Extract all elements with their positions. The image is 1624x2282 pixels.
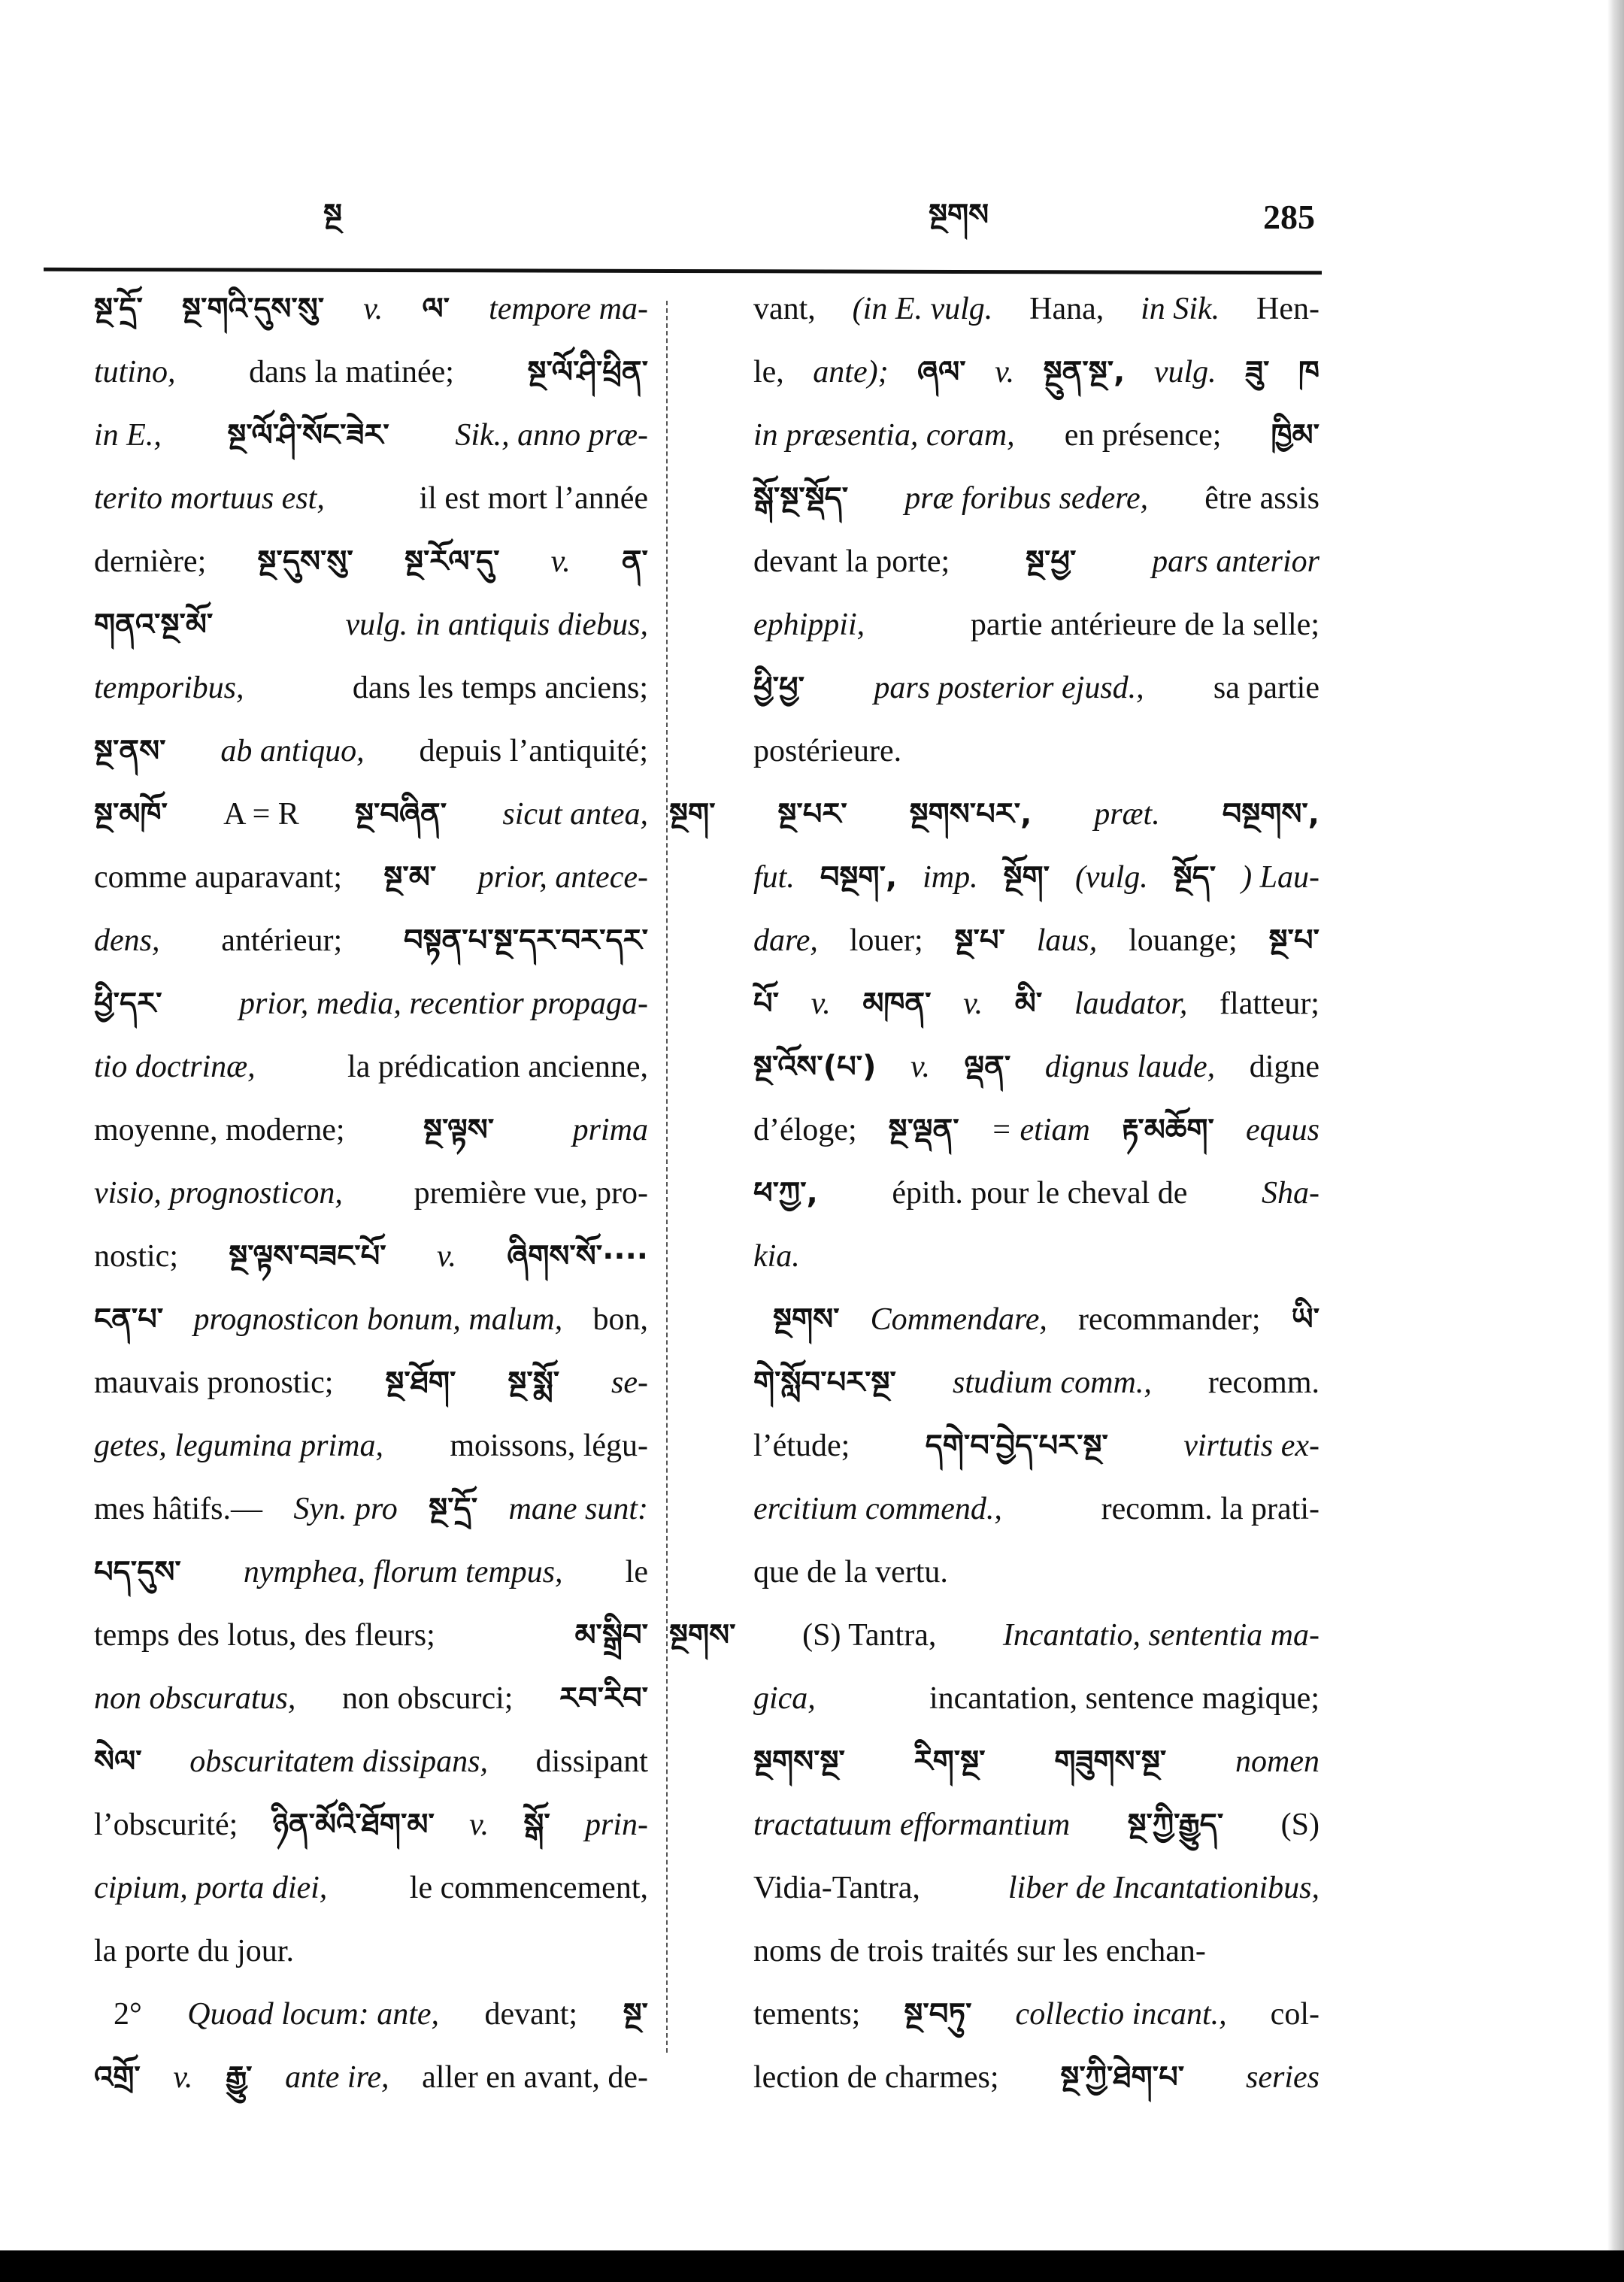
french-text: dissipant xyxy=(535,1744,648,1779)
tibetan-word: ཕྱི་དར་ xyxy=(94,986,162,1021)
text-line xyxy=(753,277,1320,341)
text-line xyxy=(94,2046,648,2109)
tibetan-word: མ་སྒྲིབ་ xyxy=(574,1618,648,1653)
text-line xyxy=(753,1983,1320,2046)
latin-italic-text: Syn. pro xyxy=(293,1492,398,1526)
latin-italic-text: tio doctrinæ, xyxy=(94,1050,256,1084)
right-guide-word: སྔགས xyxy=(929,198,989,232)
french-text: en présence; xyxy=(1064,418,1222,453)
tibetan-word: སྔ་གའི་དུས་སུ་ xyxy=(182,292,325,326)
tibetan-word: སྔ་པ་ xyxy=(1268,923,1320,958)
tibetan-word: བསྔགས་, xyxy=(1222,797,1320,832)
french-text: dans les temps anciens; xyxy=(352,671,648,705)
text-line xyxy=(753,1793,1320,1856)
french-text: devant; xyxy=(484,1997,578,2032)
french-text: le, xyxy=(753,355,784,389)
text-line xyxy=(114,1983,648,2046)
tibetan-word: སྔག་ xyxy=(669,797,716,832)
latin-italic-text: ab antiquo, xyxy=(220,734,365,768)
french-text: vant, xyxy=(753,292,816,326)
latin-italic-text: terito mortuus est, xyxy=(94,481,325,516)
latin-italic-text: v. xyxy=(550,544,571,579)
text-line xyxy=(753,341,1320,404)
tibetan-word: ཉིན་མོའི་ཐོག་མ་ xyxy=(272,1808,435,1842)
left-guide-word: སྔ xyxy=(323,198,342,232)
tibetan-word: ཕ་ཀྱ་, xyxy=(753,1176,818,1211)
tibetan-word: ཡི་ xyxy=(1291,1302,1320,1337)
latin-italic-text: nomen xyxy=(1235,1744,1320,1779)
latin-italic-text: præt. xyxy=(1094,797,1160,832)
text-line xyxy=(753,720,1320,783)
text-line xyxy=(94,972,648,1035)
french-text: le xyxy=(625,1555,648,1590)
french-text: noms de trois traités sur les enchan- xyxy=(753,1934,1206,1968)
french-text: la prédication ancienne, xyxy=(347,1050,648,1084)
french-text: mauvais pronostic; xyxy=(94,1365,334,1400)
tibetan-word: སྔགས་ xyxy=(669,1618,736,1653)
tibetan-word: སྔ་ནས་ xyxy=(94,734,166,768)
tibetan-word: བསྔག་, xyxy=(820,860,898,895)
text-line xyxy=(753,593,1320,656)
text-line xyxy=(94,1730,648,1793)
tibetan-word: སྔ་ལྡན་ xyxy=(888,1113,959,1147)
latin-italic-text: series xyxy=(1245,2060,1320,2095)
french-text: antérieur; xyxy=(221,923,343,958)
page-number: 285 xyxy=(1263,198,1315,236)
latin-italic-text: cipium, porta diei, xyxy=(94,1871,328,1905)
latin-italic-text: gica, xyxy=(753,1681,816,1716)
tibetan-word: སྔ་ལོ་ཤི་སོང་ཟེར་ xyxy=(227,418,389,453)
french-text: partie antérieure de la selle; xyxy=(970,608,1320,642)
french-text: louange; xyxy=(1129,923,1238,958)
french-text: épith. pour le cheval de xyxy=(892,1176,1188,1211)
text-line xyxy=(94,1856,648,1920)
french-text: recommander; xyxy=(1077,1302,1261,1337)
tibetan-word: སྒོ་ xyxy=(523,1808,550,1842)
latin-italic-text: dignus laude, xyxy=(1044,1050,1216,1084)
tibetan-word: སྔ་དྲོ་ xyxy=(429,1492,478,1526)
tibetan-word: ཁྱིམ་ xyxy=(1271,418,1320,453)
latin-italic-text: Sik., anno præ- xyxy=(455,418,648,453)
latin-italic-text: v. xyxy=(995,355,1015,389)
text-line xyxy=(753,656,1320,720)
french-text: bon, xyxy=(592,1302,648,1337)
tibetan-word: སྔ་དྲོ་ xyxy=(94,292,143,326)
french-text: depuis l’antiquité; xyxy=(419,734,648,768)
french-text: que de la vertu. xyxy=(753,1555,948,1590)
tibetan-word: མཁན་ xyxy=(862,986,932,1021)
text-line xyxy=(94,720,648,783)
tibetan-word: སྔ་ལྟས་ xyxy=(423,1113,495,1147)
french-text: 2° xyxy=(114,1997,142,2032)
text-line xyxy=(753,1225,1320,1288)
tibetan-word: སྔ་སྨོ་ xyxy=(508,1365,560,1400)
latin-italic-text: ) Lau- xyxy=(1241,860,1320,895)
french-text: Vidia-Tantra, xyxy=(753,1871,920,1905)
text-line xyxy=(753,530,1320,593)
french-text: il est mort l’année xyxy=(419,481,648,516)
text-line xyxy=(753,1035,1320,1099)
french-text: première vue, pro- xyxy=(414,1176,648,1211)
text-line xyxy=(753,1162,1320,1225)
french-text: flatteur; xyxy=(1220,986,1320,1021)
french-text: Hana, xyxy=(1029,292,1104,326)
latin-italic-text: vulg. xyxy=(1153,355,1216,389)
latin-italic-text: prognosticon bonum, malum, xyxy=(193,1302,563,1337)
text-line xyxy=(94,404,648,467)
tibetan-word: སྔ་རོལ་དུ་ xyxy=(404,544,500,579)
latin-italic-text: fut. xyxy=(753,860,795,895)
latin-italic-text: v. xyxy=(963,986,983,1021)
latin-italic-text: tempore ma- xyxy=(489,292,648,326)
french-text: moissons, légu- xyxy=(450,1429,648,1463)
french-text: mes hâtifs.— xyxy=(94,1492,262,1526)
latin-italic-text: non obscuratus, xyxy=(94,1681,296,1716)
text-line xyxy=(94,783,648,846)
column-divider xyxy=(666,301,668,2053)
tibetan-word: སྔ་པར་ xyxy=(777,797,847,832)
french-text: tements; xyxy=(753,1997,861,2032)
latin-italic-text: ante); xyxy=(813,355,889,389)
tibetan-word: གནའ་སྔ་མོ་ xyxy=(94,608,214,642)
latin-italic-text: (in E. vulg. xyxy=(852,292,993,326)
text-line xyxy=(94,1541,648,1604)
text-line xyxy=(773,1288,1320,1351)
text-line xyxy=(94,593,648,656)
latin-italic-text: dens, xyxy=(94,923,160,958)
french-text: dans la matinée; xyxy=(249,355,454,389)
tibetan-word: ཁ xyxy=(1298,355,1320,389)
tibetan-word: སྔ་བཞིན་ xyxy=(355,797,447,832)
latin-italic-text: laudator, xyxy=(1074,986,1188,1021)
text-line xyxy=(94,1035,648,1099)
scan-bottom-border xyxy=(0,2250,1624,2282)
french-text: (S) xyxy=(1280,1808,1320,1842)
text-line xyxy=(94,1414,648,1477)
tibetan-word: སྔ་ལོ་ཤི་ཕྲིན་ xyxy=(527,355,648,389)
french-text: (S) Tantra, xyxy=(802,1618,937,1653)
latin-italic-text: obscuritatem dissipans, xyxy=(189,1744,488,1779)
french-text: devant la porte; xyxy=(753,544,950,579)
latin-italic-text: kia. xyxy=(753,1239,800,1274)
french-text: moyenne, moderne; xyxy=(94,1113,345,1147)
french-text: A = R xyxy=(223,797,299,832)
tibetan-word: སྔ་ཐོག་ xyxy=(385,1365,456,1400)
tibetan-word: སྔོག་ xyxy=(1003,860,1050,895)
french-text: nostic; xyxy=(94,1239,178,1274)
tibetan-word: མི་ xyxy=(1014,986,1043,1021)
text-line xyxy=(753,972,1320,1035)
latin-italic-text: prima xyxy=(572,1113,648,1147)
tibetan-word: སྔ་མ་ xyxy=(383,860,437,895)
text-line xyxy=(94,1162,648,1225)
text-line xyxy=(753,1541,1320,1604)
french-text: non obscurci; xyxy=(341,1681,514,1716)
french-text: l’obscurité; xyxy=(94,1808,238,1842)
text-line xyxy=(753,2046,1320,2109)
latin-italic-text: Sha- xyxy=(1262,1176,1320,1211)
scan-page-edge xyxy=(1607,0,1624,2250)
tibetan-word: སྔུན་སྔ་, xyxy=(1043,355,1126,389)
tibetan-word: ཕྱི་ཕྱ་ xyxy=(753,671,805,705)
tibetan-word: ལྡན་ xyxy=(964,1050,1011,1084)
tibetan-word: སྔ་མཁོ་ xyxy=(94,797,168,832)
latin-italic-text: liber de Incantationibus, xyxy=(1007,1871,1320,1905)
text-line xyxy=(753,1351,1320,1414)
tibetan-word: གཟུགས་སྔ་ xyxy=(1054,1744,1167,1779)
tibetan-word: སྔ་ xyxy=(623,1997,648,2032)
tibetan-word: རྒྱུ་ xyxy=(226,2060,253,2095)
latin-italic-text: pars posterior ejusd., xyxy=(874,671,1144,705)
french-text: sa partie xyxy=(1213,671,1320,705)
latin-italic-text: (vulg. xyxy=(1074,860,1148,895)
french-text: temps des lotus, des fleurs; xyxy=(94,1618,435,1653)
tibetan-word: སྔགས་པར་, xyxy=(909,797,1032,832)
latin-italic-text: ephippii, xyxy=(753,608,865,642)
tibetan-word: གེ་སློབ་པར་སྔ་ xyxy=(753,1365,896,1400)
tibetan-word: ངན་པ་ xyxy=(94,1302,164,1337)
latin-italic-text: vulg. in antiquis diebus, xyxy=(345,608,648,642)
tibetan-word: ཟུ་ xyxy=(1245,355,1270,389)
tibetan-word: སྔགས་ xyxy=(773,1302,840,1337)
french-text: louer; xyxy=(849,923,923,958)
french-text: recomm. la prati- xyxy=(1101,1492,1320,1526)
text-line xyxy=(94,1793,648,1856)
french-text: être assis xyxy=(1204,481,1320,516)
latin-italic-text: studium comm., xyxy=(953,1365,1152,1400)
text-line xyxy=(94,277,648,341)
latin-italic-text: imp. xyxy=(923,860,978,895)
text-line xyxy=(753,1730,1320,1793)
french-text: Hen- xyxy=(1256,292,1320,326)
latin-italic-text: dare, xyxy=(753,923,818,958)
text-line xyxy=(753,909,1320,972)
tibetan-word: ན་ xyxy=(621,544,648,579)
tibetan-word: སྔ་འོས་(པ་) xyxy=(753,1050,877,1084)
tibetan-word: སྔ་ཀྱི་རྒྱུད་ xyxy=(1127,1808,1224,1842)
text-line xyxy=(94,1477,648,1541)
tibetan-word: སྔ་ཀྱི་ཐེག་པ་ xyxy=(1060,2060,1185,2095)
text-line xyxy=(94,1667,648,1730)
french-text: aller en avant, de- xyxy=(422,2060,648,2095)
text-line xyxy=(753,846,1320,909)
tibetan-word: དགེ་བ་བྱེད་པར་སྔ་ xyxy=(925,1429,1108,1463)
tibetan-word: འགྲོ་ xyxy=(94,2060,141,2095)
french-text: dernière; xyxy=(94,544,207,579)
tibetan-word: རིག་སྔ་ xyxy=(914,1744,986,1779)
tibetan-word: ཞལ་ xyxy=(917,355,966,389)
latin-italic-text: ante ire, xyxy=(285,2060,389,2095)
latin-italic-text: virtutis ex- xyxy=(1183,1429,1320,1463)
header-rule xyxy=(44,268,1322,274)
french-text: col- xyxy=(1270,1997,1320,2032)
text-line xyxy=(94,1225,648,1288)
latin-italic-text: in E., xyxy=(94,418,162,453)
text-line xyxy=(753,404,1320,467)
text-line xyxy=(94,656,648,720)
text-line xyxy=(753,1856,1320,1920)
latin-italic-text: ercitium commend., xyxy=(753,1492,1002,1526)
text-line xyxy=(94,1604,648,1667)
french-text: digne xyxy=(1249,1050,1320,1084)
text-line xyxy=(753,1477,1320,1541)
latin-italic-text: prior, antece- xyxy=(477,860,648,895)
latin-italic-text: pars anterior xyxy=(1152,544,1320,579)
text-line xyxy=(669,783,1320,846)
french-text: incantation, sentence magique; xyxy=(929,1681,1320,1716)
french-text: l’étude; xyxy=(753,1429,850,1463)
latin-italic-text: laus, xyxy=(1036,923,1098,958)
tibetan-word: རབ་རིབ་ xyxy=(559,1681,648,1716)
french-text: comme auparavant; xyxy=(94,860,343,895)
french-text: recomm. xyxy=(1207,1365,1320,1400)
text-line xyxy=(94,1288,648,1351)
tibetan-word: སྔ་ལྟས་བཟང་པོ་ xyxy=(229,1239,386,1274)
left-column xyxy=(94,277,648,2109)
tibetan-word: སྔགས་སྔ་ xyxy=(753,1744,845,1779)
latin-italic-text: getes, legumina prima, xyxy=(94,1429,383,1463)
latin-italic-text: = etiam xyxy=(990,1113,1090,1147)
text-line xyxy=(94,1920,648,1983)
latin-italic-text: visio, prognosticon, xyxy=(94,1176,343,1211)
latin-italic-text: in Sik. xyxy=(1141,292,1220,326)
latin-italic-text: v. xyxy=(910,1050,930,1084)
tibetan-word: སྔ་བཏུ་ xyxy=(904,1997,972,2032)
latin-italic-text: tractatuum efformantium xyxy=(753,1808,1071,1842)
text-line xyxy=(94,530,648,593)
tibetan-word: ཞིགས་སོ་···· xyxy=(507,1239,648,1274)
latin-italic-text: Quoad locum: ante, xyxy=(187,1997,440,2032)
tibetan-word: སྔོད་ xyxy=(1173,860,1216,895)
french-text: la porte du jour. xyxy=(94,1934,294,1968)
latin-italic-text: v. xyxy=(173,2060,193,2095)
french-text: postérieure. xyxy=(753,734,902,768)
tibetan-word: བསྟན་པ་སྔ་དར་བར་དར་ xyxy=(403,923,648,958)
text-line xyxy=(753,1920,1320,1983)
tibetan-word: སེལ་ xyxy=(94,1744,142,1779)
latin-italic-text: v. xyxy=(469,1808,489,1842)
text-line xyxy=(753,1667,1320,1730)
tibetan-word: ལ་ xyxy=(422,292,450,326)
latin-italic-text: prior, media, recentior propaga- xyxy=(238,986,648,1021)
text-line xyxy=(669,1604,1320,1667)
latin-italic-text: se- xyxy=(611,1365,648,1400)
french-text: le commencement, xyxy=(409,1871,648,1905)
latin-italic-text: collectio incant., xyxy=(1015,1997,1227,2032)
text-line xyxy=(753,1414,1320,1477)
tibetan-word: སྒོ་སྔ་སྡོད་ xyxy=(753,481,849,516)
text-line xyxy=(753,467,1320,530)
tibetan-word: རྟ་མཆོག་ xyxy=(1121,1113,1214,1147)
latin-italic-text: tutino, xyxy=(94,355,176,389)
tibetan-word: སྔ་པ་ xyxy=(954,923,1005,958)
tibetan-word: པད་དུས་ xyxy=(94,1555,181,1590)
french-text: d’éloge; xyxy=(753,1113,857,1147)
text-line xyxy=(94,1099,648,1162)
french-text: lection de charmes; xyxy=(753,2060,999,2095)
text-line xyxy=(94,846,648,909)
tibetan-word: སྔ་ཕྱ་ xyxy=(1025,544,1077,579)
text-line xyxy=(94,1351,648,1414)
text-line xyxy=(94,909,648,972)
latin-italic-text: mane sunt: xyxy=(508,1492,648,1526)
text-line xyxy=(94,467,648,530)
text-line xyxy=(94,341,648,404)
latin-italic-text: v. xyxy=(436,1239,456,1274)
latin-italic-text: equus xyxy=(1245,1113,1320,1147)
latin-italic-text: Commendare, xyxy=(870,1302,1047,1337)
latin-italic-text: sicut antea, xyxy=(502,797,648,832)
latin-italic-text: v. xyxy=(810,986,831,1021)
latin-italic-text: in præsentia, coram, xyxy=(753,418,1015,453)
tibetan-word: པོ་ xyxy=(753,986,780,1021)
latin-italic-text: v. xyxy=(363,292,383,326)
latin-italic-text: nymphea, florum tempus, xyxy=(243,1555,563,1590)
latin-italic-text: Incantatio, sententia ma- xyxy=(1002,1618,1320,1653)
latin-italic-text: prin- xyxy=(584,1808,648,1842)
right-column xyxy=(669,277,1320,2109)
tibetan-word: སྔ་དུས་སུ་ xyxy=(257,544,353,579)
text-line xyxy=(753,1099,1320,1162)
latin-italic-text: præ foribus sedere, xyxy=(904,481,1149,516)
latin-italic-text: temporibus, xyxy=(94,671,244,705)
